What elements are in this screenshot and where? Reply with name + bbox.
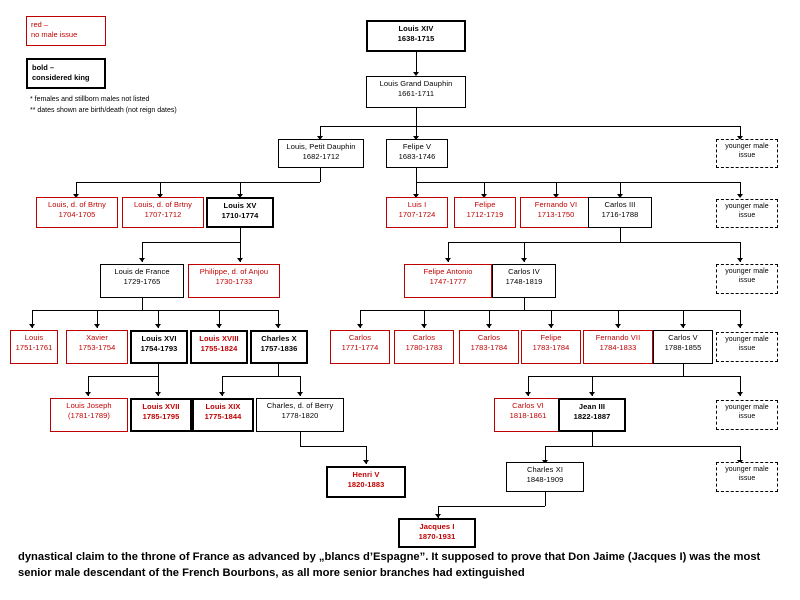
node-name: Fernando VII bbox=[595, 333, 641, 342]
node-dates: 1822-1887 bbox=[573, 411, 611, 421]
node-name: Carlos VI bbox=[512, 401, 544, 410]
node-louis-brittany-1707[interactable] bbox=[122, 197, 204, 228]
node-dates: 1788-1855 bbox=[664, 342, 702, 352]
node-dates: 1778-1820 bbox=[281, 410, 319, 420]
node-jacques1[interactable] bbox=[398, 518, 476, 548]
node-name: Louis XVIII bbox=[199, 334, 239, 343]
node-dates: 1755-1824 bbox=[200, 343, 238, 353]
node-dates: 1751-1761 bbox=[15, 342, 53, 352]
node-louis-brittany-1704[interactable] bbox=[36, 197, 118, 228]
younger-male-issue-line2: issue bbox=[738, 212, 756, 220]
node-dates: 1638-1715 bbox=[397, 33, 435, 43]
node-name: Felipe bbox=[474, 200, 496, 209]
node-carlos5[interactable] bbox=[653, 330, 713, 364]
node-felipe5[interactable] bbox=[386, 139, 448, 168]
node-louis17[interactable] bbox=[130, 398, 192, 432]
connector bbox=[88, 376, 158, 377]
connector bbox=[620, 228, 621, 242]
node-dates: 1780-1783 bbox=[405, 342, 443, 352]
legend-red bbox=[26, 16, 106, 46]
node-dates: 1712-1719 bbox=[466, 209, 504, 219]
connector-arrow bbox=[737, 392, 743, 396]
node-dates: 1661-1711 bbox=[397, 88, 435, 98]
node-dates: 1682-1712 bbox=[302, 151, 340, 161]
legend-note-2: ** dates shown are birth/death (not reign dates) bbox=[30, 107, 177, 114]
connector-arrow bbox=[737, 194, 743, 198]
node-name: Louis XIV bbox=[398, 24, 434, 33]
younger-male-issue-line2: issue bbox=[738, 277, 756, 285]
connector-arrow bbox=[357, 324, 363, 328]
node-younger-male-issue-3[interactable] bbox=[716, 264, 778, 294]
node-name: Louis XV bbox=[223, 201, 257, 210]
node-name: Charles, d. of Berry bbox=[266, 401, 334, 410]
node-name: Louis XVII bbox=[142, 402, 180, 411]
node-dates: 1775-1844 bbox=[204, 411, 242, 421]
node-name: Charles X bbox=[261, 334, 297, 343]
node-younger-male-issue-2[interactable] bbox=[716, 199, 778, 228]
connector-arrow bbox=[155, 324, 161, 328]
node-name: Louis, d. of Brtny bbox=[133, 200, 193, 209]
connector bbox=[278, 364, 279, 376]
connector-arrow bbox=[85, 392, 91, 396]
node-xavier[interactable] bbox=[66, 330, 128, 364]
connector-arrow bbox=[139, 258, 145, 262]
node-dates: 1757-1836 bbox=[260, 343, 298, 353]
node-dates: 1870-1931 bbox=[418, 531, 456, 541]
connector bbox=[142, 242, 240, 243]
node-carlos3[interactable] bbox=[588, 197, 652, 228]
younger-male-issue-line1: younger male bbox=[725, 404, 769, 411]
node-louis19[interactable] bbox=[192, 398, 254, 432]
node-dates: (1781-1789) bbox=[68, 410, 110, 420]
legend-bold bbox=[26, 58, 106, 89]
node-name: Carlos V bbox=[668, 333, 698, 342]
node-louis16[interactable] bbox=[130, 330, 188, 364]
node-dates: 1783-1784 bbox=[470, 342, 508, 352]
node-younger-male-issue-4[interactable] bbox=[716, 332, 778, 362]
node-fernando7[interactable] bbox=[583, 330, 653, 364]
connector-arrow bbox=[486, 324, 492, 328]
connector bbox=[300, 432, 301, 446]
younger-male-issue-line2: issue bbox=[738, 413, 756, 421]
node-dates: 1754-1793 bbox=[140, 343, 178, 353]
node-dates: 1729-1765 bbox=[123, 276, 161, 286]
node-younger-male-issue-5[interactable] bbox=[716, 400, 778, 430]
node-name: Carlos bbox=[348, 333, 372, 342]
connector bbox=[240, 228, 241, 242]
node-dates: 1848-1909 bbox=[526, 474, 564, 484]
younger-male-issue-line2: issue bbox=[738, 345, 756, 353]
node-dates: 1730-1733 bbox=[215, 276, 253, 286]
connector-arrow bbox=[237, 258, 243, 262]
connector-arrow bbox=[155, 392, 161, 396]
connector-arrow bbox=[216, 324, 222, 328]
connector-arrow bbox=[615, 324, 621, 328]
node-louis-1751[interactable] bbox=[10, 330, 58, 364]
connector bbox=[528, 376, 740, 377]
node-name: Louis de France bbox=[114, 267, 170, 276]
node-carlos6[interactable] bbox=[494, 398, 562, 432]
connector bbox=[142, 298, 143, 310]
node-carlos-1771[interactable] bbox=[330, 330, 390, 364]
node-name: Carlos bbox=[477, 333, 501, 342]
node-dates: 1704-1705 bbox=[58, 209, 96, 219]
connector bbox=[222, 376, 300, 377]
connector bbox=[320, 168, 321, 182]
node-name: Louis Joseph bbox=[66, 401, 112, 410]
node-felipe-1783[interactable] bbox=[521, 330, 581, 364]
node-name: Felipe Antonio bbox=[423, 267, 473, 276]
node-fernando6[interactable] bbox=[520, 197, 592, 228]
legend-bold-line2: considered king bbox=[32, 73, 90, 83]
connector bbox=[448, 242, 740, 243]
node-charles10[interactable] bbox=[250, 330, 308, 364]
node-dates: 1818-1861 bbox=[509, 410, 547, 420]
connector bbox=[416, 168, 417, 182]
node-dates: 1707-1712 bbox=[144, 209, 182, 219]
connector-arrow bbox=[525, 392, 531, 396]
node-name: Louis bbox=[24, 333, 44, 342]
node-name: Felipe V bbox=[402, 142, 432, 151]
connector-arrow bbox=[521, 258, 527, 262]
node-philippe-anjou[interactable] bbox=[188, 264, 280, 298]
node-name: Xavier bbox=[86, 333, 108, 342]
connector bbox=[545, 446, 740, 447]
connector bbox=[416, 182, 740, 183]
connector-arrow bbox=[548, 324, 554, 328]
node-felipe-antonio[interactable] bbox=[404, 264, 492, 298]
connector bbox=[592, 432, 593, 446]
connector bbox=[545, 492, 546, 506]
connector-arrow bbox=[421, 324, 427, 328]
node-dates: 1710-1774 bbox=[221, 210, 259, 220]
node-dates: 1771-1774 bbox=[341, 342, 379, 352]
node-dates: 1716-1788 bbox=[601, 209, 639, 219]
node-dates: 1784-1833 bbox=[599, 342, 637, 352]
legend-note-1: * females and stillborn males not listed bbox=[30, 96, 150, 103]
node-petit-dauphin[interactable] bbox=[278, 139, 364, 168]
connector-arrow bbox=[737, 258, 743, 262]
node-name: Jacques I bbox=[419, 522, 455, 531]
younger-male-issue-line1: younger male bbox=[725, 143, 769, 150]
node-name: Fernando VI bbox=[534, 200, 578, 209]
younger-male-issue-line1: younger male bbox=[725, 268, 769, 275]
younger-male-issue-line2: issue bbox=[738, 152, 756, 160]
node-younger-male-issue-6[interactable] bbox=[716, 462, 778, 492]
node-name: Louis XIX bbox=[205, 402, 241, 411]
node-dates: 1783-1784 bbox=[532, 342, 570, 352]
node-name: Carlos IV bbox=[508, 267, 540, 276]
younger-male-issue-line1: younger male bbox=[725, 466, 769, 473]
node-dates: 1753-1754 bbox=[78, 342, 116, 352]
diagram-caption: dynastical claim to the throne of France as advanced by „blancs d’Espagne”. It supposed to prove that Don Jaime (Jacques I) was the most senior male descendant of the French Bourbons, as all more senior branches had extinguished bbox=[18, 551, 761, 580]
node-charles-berry[interactable] bbox=[256, 398, 344, 432]
connector-arrow bbox=[589, 392, 595, 396]
younger-male-issue-line1: younger male bbox=[725, 203, 769, 210]
node-louis14[interactable] bbox=[366, 20, 466, 52]
node-dates: 1713-1750 bbox=[537, 209, 575, 219]
node-dates: 1748-1819 bbox=[505, 276, 543, 286]
node-luis1[interactable] bbox=[386, 197, 448, 228]
node-name: Louis, Petit Dauphin bbox=[286, 142, 356, 151]
node-name: Carlos III bbox=[604, 200, 636, 209]
connector bbox=[300, 446, 366, 447]
legend-bold-line1: bold – bbox=[32, 63, 55, 72]
node-henri5[interactable] bbox=[326, 466, 406, 498]
node-name: Carlos bbox=[412, 333, 436, 342]
connector bbox=[416, 108, 417, 126]
node-name: Charles XI bbox=[526, 465, 563, 474]
node-name: Louis, d. of Brtny bbox=[47, 200, 107, 209]
node-louis-de-france[interactable] bbox=[100, 264, 184, 298]
connector-arrow bbox=[275, 324, 281, 328]
node-dates: 1785-1795 bbox=[142, 411, 180, 421]
younger-male-issue-line2: issue bbox=[738, 475, 756, 483]
connector bbox=[76, 182, 320, 183]
node-grand-dauphin[interactable] bbox=[366, 76, 466, 108]
connector-arrow bbox=[737, 324, 743, 328]
node-felipe-1712[interactable] bbox=[454, 197, 516, 228]
node-dates: 1820-1883 bbox=[347, 479, 385, 489]
node-carlos-1783[interactable] bbox=[459, 330, 519, 364]
connector-arrow bbox=[297, 392, 303, 396]
node-louis18[interactable] bbox=[190, 330, 248, 364]
younger-male-issue-line1: younger male bbox=[725, 336, 769, 343]
node-carlos4[interactable] bbox=[492, 264, 556, 298]
connector-arrow bbox=[680, 324, 686, 328]
node-younger-male-issue-1[interactable] bbox=[716, 139, 778, 168]
node-name: Louis XVI bbox=[141, 334, 177, 343]
connector bbox=[320, 126, 740, 127]
connector bbox=[438, 506, 545, 507]
connector bbox=[683, 364, 684, 376]
node-name: Louis Grand Dauphin bbox=[379, 79, 453, 88]
node-carlos-1780[interactable] bbox=[394, 330, 454, 364]
node-name: Philippe, d. of Anjou bbox=[199, 267, 269, 276]
connector-arrow bbox=[363, 460, 369, 464]
legend-red-line1: red – bbox=[31, 20, 49, 29]
node-name: Jean III bbox=[578, 402, 606, 411]
node-louis15[interactable] bbox=[206, 197, 274, 228]
node-name: Henri V bbox=[352, 470, 380, 479]
connector-arrow bbox=[94, 324, 100, 328]
connector bbox=[416, 52, 417, 74]
node-name: Felipe bbox=[540, 333, 562, 342]
node-louis-joseph[interactable] bbox=[50, 398, 128, 432]
node-dates: 1683-1746 bbox=[398, 151, 436, 161]
connector-arrow bbox=[29, 324, 35, 328]
node-jean3[interactable] bbox=[558, 398, 626, 432]
node-charles11[interactable] bbox=[506, 462, 584, 492]
connector bbox=[524, 298, 525, 310]
connector bbox=[32, 310, 278, 311]
connector bbox=[158, 364, 159, 376]
node-dates: 1707-1724 bbox=[398, 209, 436, 219]
node-name: Luis I bbox=[407, 200, 427, 209]
legend-red-line2: no male issue bbox=[31, 30, 78, 40]
connector-arrow bbox=[219, 392, 225, 396]
connector-arrow bbox=[445, 258, 451, 262]
node-dates: 1747-1777 bbox=[429, 276, 467, 286]
